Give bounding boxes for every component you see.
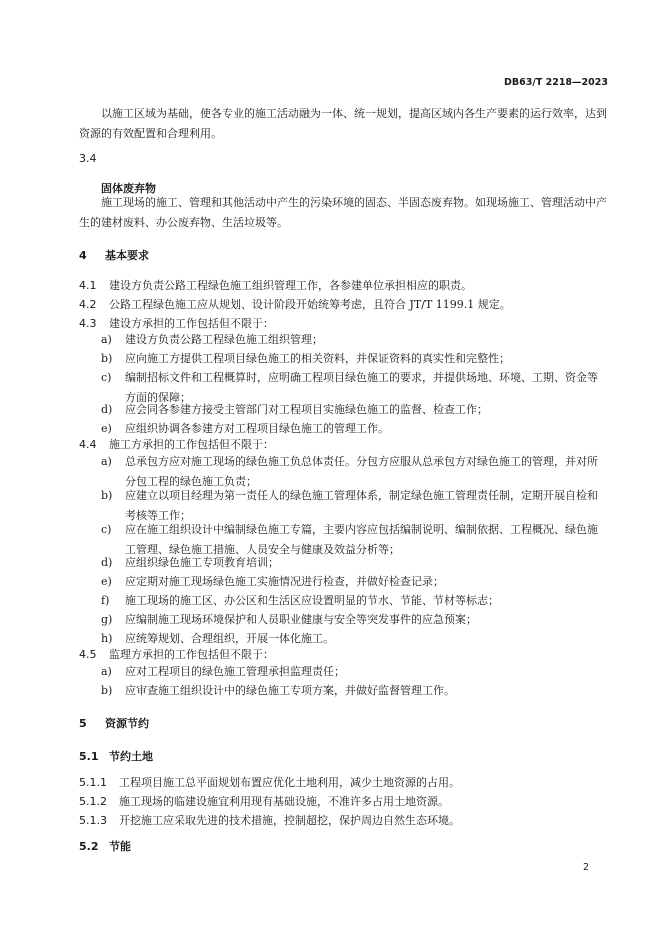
clause-4-4 xyxy=(79,438,619,452)
clause-number: 5.1.2 xyxy=(79,795,107,808)
section-4-heading xyxy=(79,247,149,263)
list-item: d) 应会同各参建方接受主管部门对工程项目实施绿色施工的监督、检查工作； xyxy=(101,403,488,416)
clause-text: 建设方承担的工作包括但不限于： xyxy=(109,317,274,330)
term-title: 固体废弃物 xyxy=(101,182,156,195)
subsection-title: 节约土地 xyxy=(109,750,153,763)
subsection-5-1-heading xyxy=(79,748,153,764)
subsection-number: 5.2 xyxy=(79,840,99,853)
term-number: 3.4 xyxy=(79,152,97,165)
list-item: b) 应向施工方提供工程项目绿色施工的相关资料，并保证资料的真实性和完整性； xyxy=(101,352,510,365)
section-title: 资源节约 xyxy=(105,717,149,730)
clause-5-1-3 xyxy=(79,814,619,828)
list-item: b) 应审查施工组织设计中的绿色施工专项方案，并做好监督管理工作。 xyxy=(101,684,455,697)
list-item: g) 应编制施工现场环境保护和人员职业健康与安全等突发事件的应急预案； xyxy=(101,613,477,626)
list-item: d) 应组织绿色施工专项教育培训； xyxy=(101,556,279,569)
list-item: c) 应在施工组织设计中编制绿色施工专篇，主要内容应包括编制说明、编制依据、工程概况、绿色施工管理、绿色施工措施、人员安全与健康及效益分析等； xyxy=(101,523,598,556)
list-item: a) 应对工程项目的绿色施工管理承担监理责任； xyxy=(101,665,345,678)
section-number: 4 xyxy=(79,249,87,262)
list-item: e) 应定期对施工现场绿色施工实施情况进行检查，并做好检查记录； xyxy=(101,575,444,588)
clause-text: 工程项目施工总平面规划布置应优化土地利用，减少土地资源的占用。 xyxy=(119,776,460,789)
clause-4-5 xyxy=(79,648,619,662)
clause-number: 4.5 xyxy=(79,648,97,661)
clause-5-1-2 xyxy=(79,795,619,809)
list-item: a) 总承包方应对施工现场的绿色施工负总体责任。分包方应服从总承包方对绿色施工的管理，并对所分包工程的绿色施工负责； xyxy=(101,455,598,488)
section-title: 基本要求 xyxy=(105,249,149,262)
subsection-5-2-heading xyxy=(79,838,131,854)
clause-text: 公路工程绿色施工应从规划、设计阶段开始统筹考虑，且符合 JT/T 1199.1 规定。 xyxy=(109,298,511,311)
clause-number: 5.1.3 xyxy=(79,814,107,827)
section-number: 5 xyxy=(79,717,87,730)
clause-5-1-1 xyxy=(79,776,619,790)
clause-4-3 xyxy=(79,317,619,331)
list-item: b) 应建立以项目经理为第一责任人的绿色施工管理体系，制定绿色施工管理责任制，定期开展自检和考核等工作； xyxy=(101,489,598,522)
clause-number: 5.1.1 xyxy=(79,776,107,789)
list-item: f) 施工现场的施工区、办公区和生活区应设置明显的节水、节能、节材等标志； xyxy=(101,594,499,607)
page-number: 2 xyxy=(583,862,590,873)
subsection-title: 节能 xyxy=(109,840,131,853)
clause-text: 施工方承担的工作包括但不限于： xyxy=(109,438,274,451)
section-5-heading xyxy=(79,715,149,731)
clause-4-2 xyxy=(79,298,619,312)
intro-paragraph: 以施工区域为基础，使各专业的施工活动融为一体、统一规划，提高区域内各生产要素的运行效率，达到资源的有效配置和合理利用。 xyxy=(79,107,607,140)
clause-text: 建设方负责公路工程绿色施工组织管理工作，各参建单位承担相应的职责。 xyxy=(109,279,472,292)
list-item: e) 应组织协调各参建方对工程项目绿色施工的管理工作。 xyxy=(101,422,389,435)
clause-number: 4.1 xyxy=(79,279,97,292)
clause-number: 4.4 xyxy=(79,438,97,451)
term-definition: 施工现场的施工、管理和其他活动中产生的污染环境的固态、半固态废弃物。如现场施工、管理活动中产生的建材废料、办公废弃物、生活垃圾等。 xyxy=(79,196,607,229)
list-item: h) 应统筹规划、合理组织，开展一体化施工。 xyxy=(101,632,334,645)
subsection-number: 5.1 xyxy=(79,750,99,763)
clause-text: 监理方承担的工作包括但不限于： xyxy=(109,648,274,661)
clause-number: 4.3 xyxy=(79,317,97,330)
list-item: c) 编制招标文件和工程概算时，应明确工程项目绿色施工的要求，并提供场地、环境、工期、资金等方面的保障； xyxy=(101,371,598,404)
list-item: a) 建设方负责公路工程绿色施工组织管理； xyxy=(101,333,323,346)
clause-text: 开挖施工应采取先进的技术措施，控制超挖，保护周边自然生态环境。 xyxy=(119,814,460,827)
clause-text: 施工现场的临建设施宜利用现有基础设施，不准许多占用土地资源。 xyxy=(119,795,449,808)
clause-number: 4.2 xyxy=(79,298,97,311)
document-code: DB63/T 2218—2023 xyxy=(504,77,608,88)
clause-4-1 xyxy=(79,279,619,293)
